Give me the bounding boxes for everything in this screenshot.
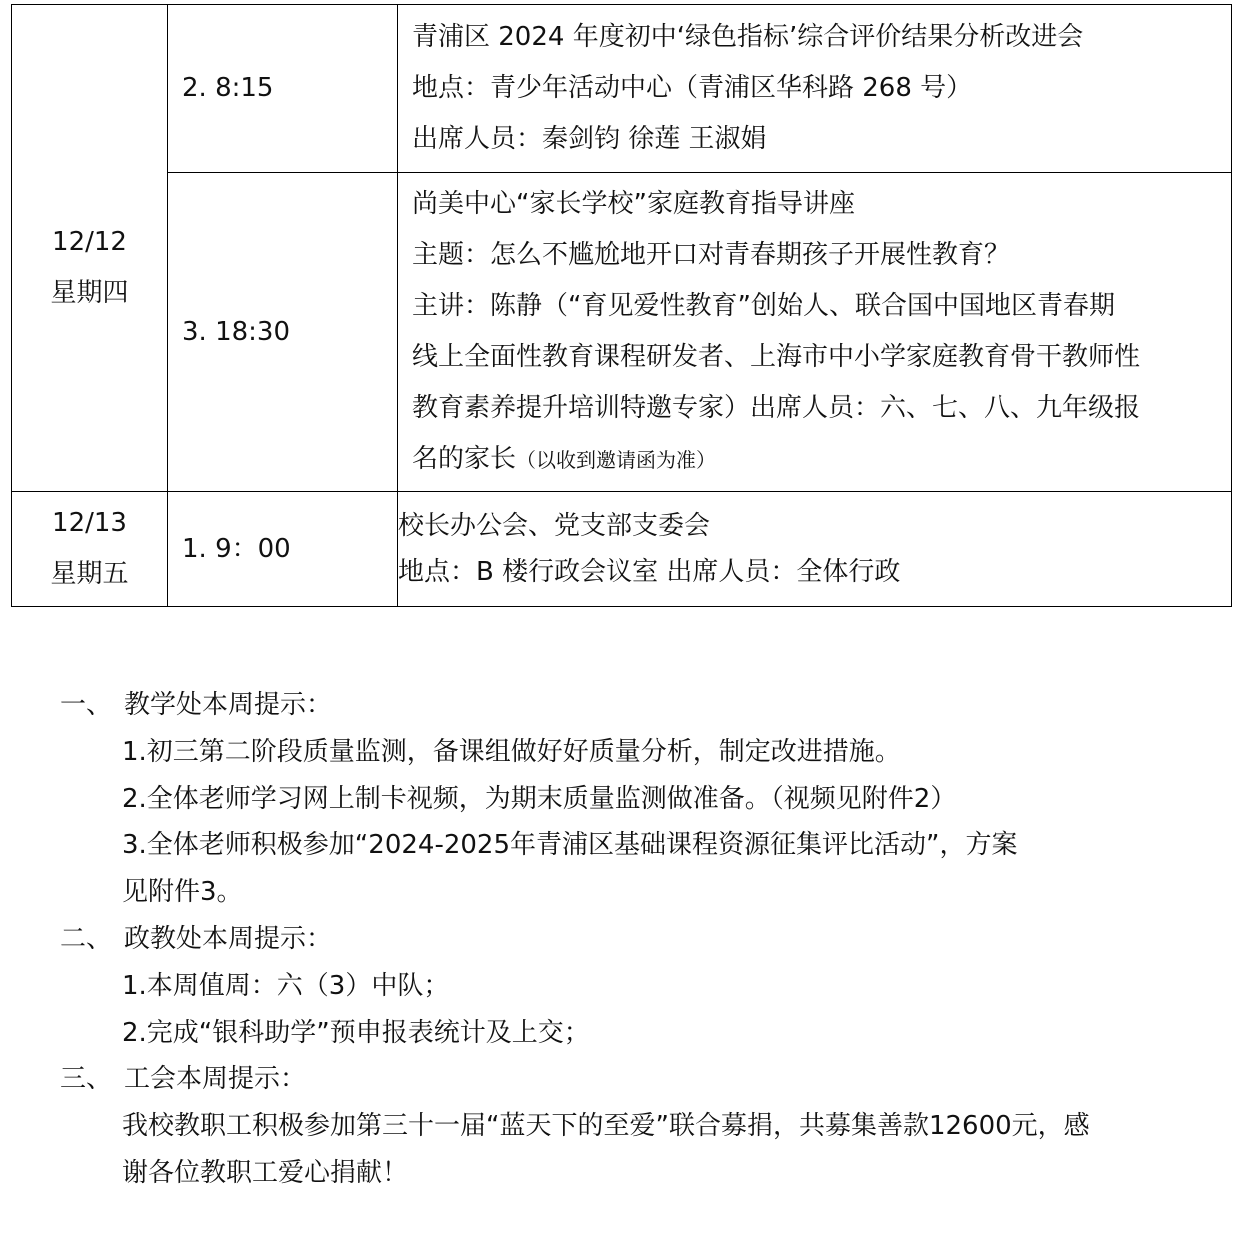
- time-cell: [168, 5, 398, 173]
- weekday-label: 星期五: [50, 559, 129, 589]
- table-row: [12, 173, 1232, 492]
- weekly-notices: [60, 682, 1180, 1197]
- event-attendees-note: （以收到邀请函为准）: [516, 447, 717, 472]
- event-cell: [398, 5, 1232, 173]
- event-attendees: [412, 434, 1221, 486]
- event-speaker-line: 教育素养提升培训特邀专家）出席人员：六、七、八、九年级报: [412, 392, 1141, 423]
- list-item: 2.全体老师学习网上制卡视频，为期末质量监测做准备。（视频见附件2）: [122, 783, 957, 814]
- event-cell: [398, 492, 1232, 607]
- section-title: 政教处本周提示：: [124, 923, 333, 954]
- list-item: 1.初三第二阶段质量监测，备课组做好好质量分析，制定改进措施。: [122, 736, 901, 767]
- event-title: 校长办公会、党支部支委会: [398, 511, 711, 541]
- list-item: 我校教职工积极参加第三十一届“蓝天下的至爱”联合募捐，共募集善款12600元，感: [122, 1111, 1090, 1142]
- section-heading: [60, 916, 1180, 963]
- table-row: [12, 5, 1232, 173]
- notice-section-union: [60, 1056, 1180, 1196]
- event-speaker-line: 线上全面性教育课程研发者、上海市中小学家庭教育骨干教师性: [412, 341, 1141, 372]
- time-label: 3. 18:30: [182, 316, 290, 347]
- date-label: 12/13: [52, 508, 127, 538]
- notice-section-teaching: [60, 682, 1180, 916]
- section-heading: [60, 682, 1180, 729]
- time-label: 1. 9：00: [182, 533, 291, 564]
- date-cell: [12, 5, 168, 492]
- weekday-label: 星期四: [50, 278, 129, 308]
- list-item: 3.全体老师积极参加“2024-2025年青浦区基础课程资源征集评比活动”，方案: [122, 830, 1018, 861]
- list-item: 见附件3。: [122, 877, 243, 908]
- event-speaker-line: 主讲：陈静（“育见爱性教育”创始人、联合国中国地区青春期: [412, 290, 1115, 321]
- event-cell: [398, 173, 1232, 492]
- event-title: 尚美中心“家长学校”家庭教育指导讲座: [412, 188, 855, 219]
- time-cell: [168, 492, 398, 607]
- section-number: 三、: [60, 1064, 113, 1095]
- date-cell: [12, 492, 168, 607]
- notice-section-moral-education: [60, 916, 1180, 1056]
- list-item: 谢各位教职工爱心捐献！: [122, 1157, 409, 1188]
- section-number: 一、: [60, 690, 113, 720]
- event-attendees: 出席人员：秦剑钧 徐莲 王淑娟: [412, 124, 767, 154]
- event-title: 青浦区 2024 年度初中‘绿色指标’综合评价结果分析改进会: [412, 22, 1084, 52]
- date-label: 12/12: [52, 227, 127, 257]
- section-heading: [60, 1056, 1180, 1103]
- section-title: 工会本周提示：: [124, 1064, 307, 1095]
- schedule-table: [11, 4, 1232, 607]
- list-item: 1.本周值周：六（3）中队；: [122, 970, 450, 1001]
- section-number: 二、: [60, 923, 113, 954]
- event-location: 地点：青少年活动中心（青浦区华科路 268 号）: [412, 73, 973, 103]
- table-row: [12, 492, 1232, 607]
- time-label: 2. 8:15: [182, 73, 274, 103]
- event-attendees-main: 名的家长: [412, 443, 517, 474]
- time-cell: [168, 173, 398, 492]
- event-location: 地点：B 楼行政会议室 出席人员：全体行政: [398, 557, 901, 587]
- list-item: 2.完成“银科助学”预申报表统计及上交；: [122, 1017, 590, 1048]
- event-topic: 主题：怎么不尴尬地开口对青春期孩子开展性教育？: [412, 239, 1011, 270]
- section-title: 教学处本周提示：: [124, 690, 333, 720]
